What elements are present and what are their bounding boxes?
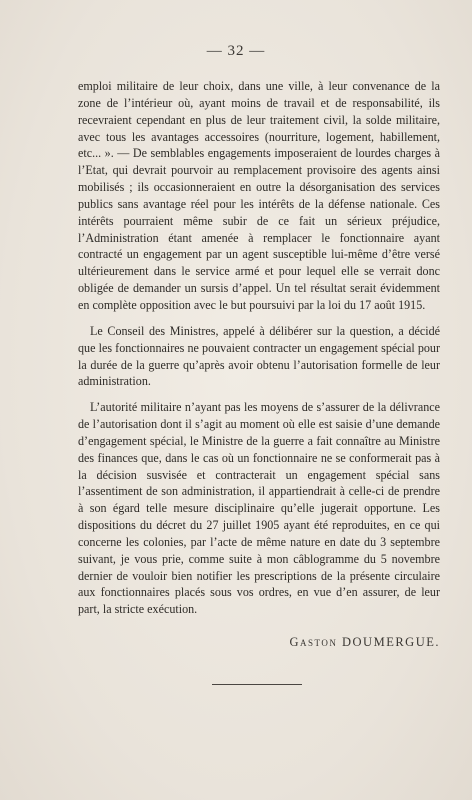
divider-rule	[212, 684, 302, 685]
body-text	[78, 78, 440, 618]
signature: Gaston DOUMERGUE.	[289, 635, 440, 649]
paragraph-3: L’autorité militaire n’ayant pas les moyens de s’assurer de la délivrance de l’autorisation dont il s’agit au moment où elle est saisie d’une demande d’engagement spécial, le Ministre de la guerre a fait connaître au Ministre des finances que, dans le cas où un fonctionnaire ne se conformerait pas à la décision susvisée et contracterait un engagement spécial sans l’assentiment de son administration, il appartiendrait à celle-ci de prendre à son égard telle mesure disciplinaire qu’elle jugerait opportune. Les dispositions du décret du 27 juillet 1905 ayant été reproduites, en ce qui concerne les colonies, par l’acte de même nature en date du 3 septembre suivant, je vous prie, comme suite à mon câblogramme du 5 novembre dernier de vouloir bien notifier les prescriptions de la présente circulaire aux fonctionnaires placés sous vos ordres, en vue d’en assurer, de leur part, la stricte exécution.	[78, 400, 440, 617]
paragraph-1: emploi militaire de leur choix, dans une ville, à leur convenance de la zone de l’intérieur où, ayant moins de travail et de responsabilité, ils recevraient cependant en plus de leur traitement civil, la solde militaire, avec tous les avantages accessoires (nourriture, logement, habillement, etc... ». — De semblables engagements imposeraient de lourdes charges à l’Etat, qui devrait pourvoir au remplacement provisoire des agents ainsi mobilisés ; ils occasionneraient en outre la désorganisation des services publics sans avantage réel pour les intérêts de la défense nationale. Ces intérêts pourraient même subir de ce fait un sérieux préjudice, l’Administration étant amenée à remplacer le fonctionnaire ayant contracté un engagement par un agent susceptible lui-même d’être versé ultérieurement dans le service armé et pour lequel elle se verrait donc obligée de demander un sursis d’appel. Un tel résultat serait évidemment en complète opposition avec le but poursuivi par la loi du 17 août 1915.	[78, 79, 440, 312]
page-number: — 32 —	[206, 43, 266, 59]
paragraph-2: Le Conseil des Ministres, appelé à délibérer sur la question, a décidé que les fonctionnaires ne pouvaient contracter un engagement spécial pour la durée de la guerre qu’après avoir obtenu l’autorisation formelle de leur administration.	[78, 323, 440, 389]
